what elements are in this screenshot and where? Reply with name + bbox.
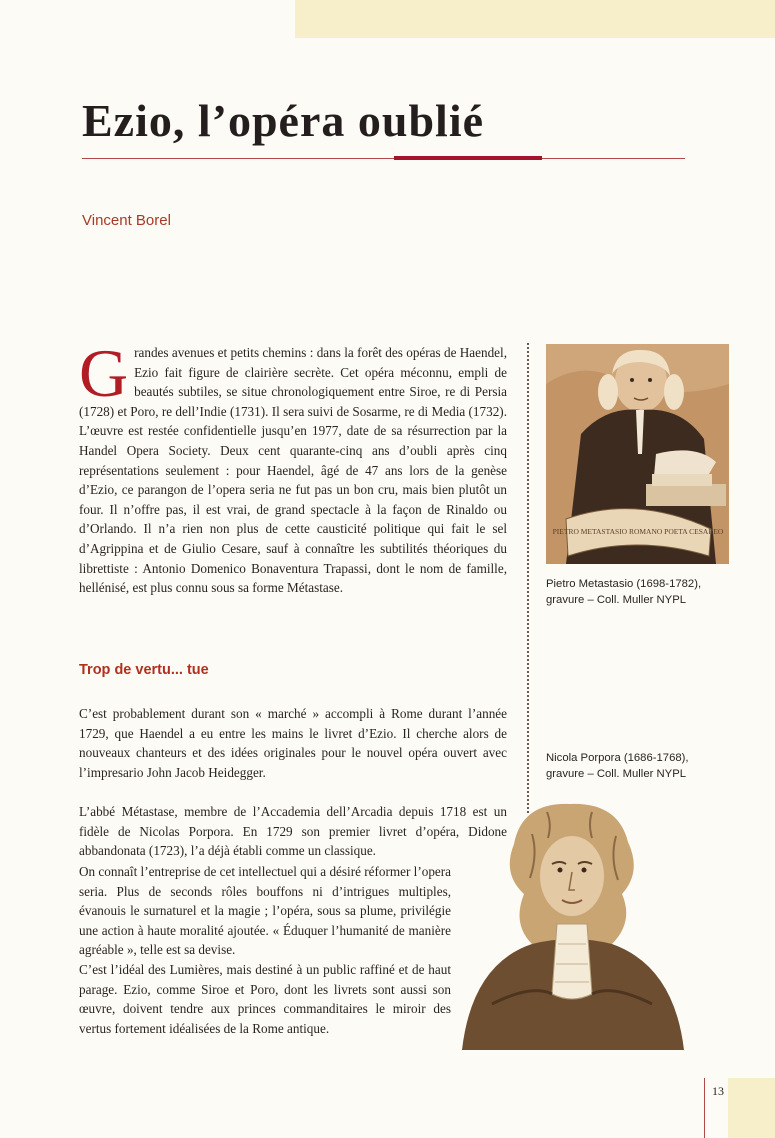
paragraph-5: C’est l’idéal des Lumières, mais destiné à un public raffiné et de haut parage. Ezio, comme Siroe et Poro, dont les livrets sont aussi son œuvre, doivent tendre aux princes commanditaires le miroir des vertus fortement idéalisées de la Rome antique.	[79, 962, 451, 1036]
intro-paragraph	[79, 335, 507, 598]
column-divider	[527, 343, 529, 813]
page-number: 13	[712, 1084, 724, 1098]
intro-text: randes avenues et petits chemins : dans la forêt des opéras de Haendel, Ezio fait figure de clairière secrète. Cet opéra méconnu, empli de beautés subtiles, se situe chronologiquement entre Siroe, re di Persia (1728) et Poro, re dell’Indie (1731). Il sera suivi de Sosarme, re di Media (1732). L’œuvre est restée confidentielle jusqu’en 1977, date de sa résurrection par la Handel Opera Society. Deux cent quarante-cinq ans d’oubli après cinq représentations seulement : pour Haendel, âgé de 47 ans lors de la genèse d’Ezio, ce parangon de l’opera seria ne fut pas un bon cru, mais bien plutôt un four. Il n’offre pas, il est vrai, de grand spectacle à la façon de Rinaldo ou d’Orlando. Il n’a rien non plus de cette causticité politique qui fait le sel d’Agrippina et de Giulio Cesare, sauf à connaître les subtilités théoriques du librettiste : Antonio Domenico Bonaventura Trapassi, dont le nom de famille, hellénisé, est plus connu sous sa forme Métastase.	[79, 345, 507, 596]
porpora-portrait	[452, 794, 692, 1050]
title-rule-accent	[394, 156, 542, 160]
caption-porpora-line2: gravure – Coll. Muller NYPL	[546, 768, 687, 780]
section-subheading: Trop de vertu... tue	[79, 662, 209, 678]
author-name: Vincent Borel	[82, 212, 171, 229]
metastasio-engraving-icon	[546, 344, 729, 564]
porpora-engraving-icon	[452, 794, 692, 1050]
paragraph-2: C’est probablement durant son « marché » accompli à Rome durant l’année 1729, que Haendel a eu entre les mains le livret d’Ezio. Il cherche alors de nouveaux chanteurs et des idées originales pour le nouvel opéra ouvert avec l’impresario John Jacob Heidegger.	[79, 706, 507, 780]
portrait-plaque-text: PIETRO METASTASIO ROMANO POETA CESAREO	[552, 527, 724, 536]
caption-metastasio-line1: Pietro Metastasio (1698-1782),	[546, 578, 702, 590]
article-title: Ezio, l’opéra oublié	[82, 95, 485, 146]
caption-metastasio	[546, 576, 701, 608]
caption-porpora-line1: Nicola Porpora (1686-1768),	[546, 752, 689, 764]
drop-cap: G	[79, 335, 129, 411]
footer-band	[728, 1078, 775, 1138]
paragraph-4: On connaît l’entreprise de cet intellectuel qui a désiré réformer l’opera seria. Plus de seconds rôles bouffons ni d’intrigues multiples, évanouis le surnaturel et la magie ; l’opéra, sous sa plume, privilégie une action à haute moralité ajoutée. « Éduquer l’humanité de manière agréable », telle est sa devise.	[79, 864, 452, 958]
title-rule	[82, 158, 685, 159]
caption-porpora	[546, 750, 689, 782]
paragraph-3: L’abbé Métastase, membre de l’Accademia dell’Arcadia depuis 1718 est un fidèle de Nicolas Porpora. En 1729 son premier livret d’opéra, Didone abbandonata (1723), l’a déjà établi comme un classique.	[79, 804, 507, 859]
caption-metastasio-line2: gravure – Coll. Muller NYPL	[546, 594, 687, 606]
header-band	[295, 0, 775, 38]
metastasio-portrait	[546, 344, 729, 564]
